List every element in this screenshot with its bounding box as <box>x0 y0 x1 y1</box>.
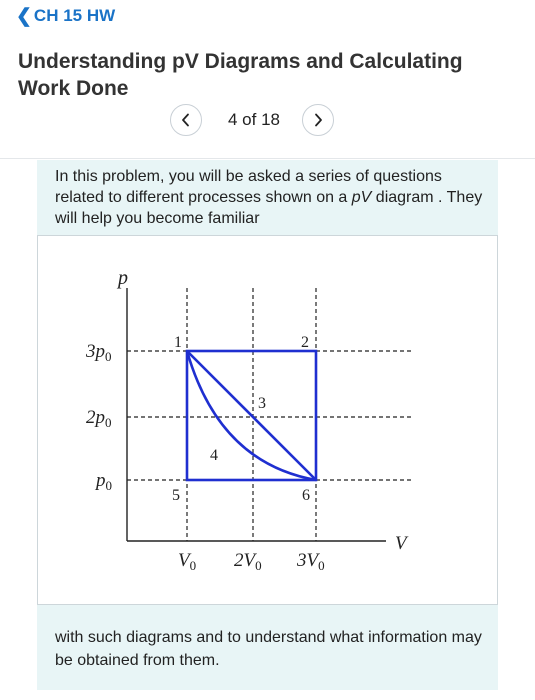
chevron-right-icon <box>312 113 324 127</box>
v-tick-label <box>296 550 325 573</box>
intro-text-part: In this problem, you will be asked a series of questions related to different processes shown on a <box>55 168 442 206</box>
point-label: 6 <box>302 487 310 504</box>
p-tick-label-sub: 0 <box>105 349 112 364</box>
v-tick-label-sub: 0 <box>318 558 325 573</box>
v-tick-label-main: 3V <box>297 550 319 571</box>
intro-text-part: diagram . They will help you become familiar <box>55 189 483 227</box>
axis-label-p: p <box>118 267 128 289</box>
chevron-left-icon: ❮ <box>16 5 32 27</box>
back-link-label: CH 15 HW <box>33 6 116 25</box>
v-tick-label-main: 2V <box>234 550 256 571</box>
process-diagonal <box>187 351 316 480</box>
p-tick-label <box>85 341 112 364</box>
page-title: Understanding pV Diagrams and Calculating Work Done <box>18 50 463 100</box>
problem-panel <box>37 160 498 690</box>
divider <box>0 158 535 159</box>
chevron-left-icon <box>180 113 192 127</box>
p-tick-label-main: p <box>96 470 106 491</box>
p-tick-label <box>86 407 112 430</box>
v-tick-label <box>234 550 262 573</box>
v-tick-label-sub: 0 <box>189 558 197 573</box>
point-label: 4 <box>210 447 218 464</box>
previous-button[interactable] <box>170 104 202 136</box>
v-tick-label-sub: 0 <box>255 558 262 573</box>
next-button[interactable] <box>302 104 334 136</box>
outro-text: with such diagrams and to understand what information may be obtained from them. <box>55 629 482 669</box>
p-tick-label-sub: 0 <box>105 415 112 430</box>
v-tick-label-main: V <box>178 550 190 571</box>
p-tick-label <box>94 470 112 493</box>
point-label: 3 <box>258 395 266 412</box>
back-link[interactable] <box>16 6 115 26</box>
point-label: 1 <box>174 334 182 351</box>
pv-diagram-svg <box>38 236 497 604</box>
v-tick-label <box>178 550 196 573</box>
pager-position: 4 of 18 <box>228 110 280 129</box>
axis-label-v: V <box>395 533 407 554</box>
point-label: 5 <box>172 487 180 504</box>
intro-text-italic: pV <box>351 189 372 206</box>
intro-text <box>55 166 485 229</box>
p-tick-label-main: 2p <box>86 407 105 428</box>
pager <box>170 104 334 136</box>
p-tick-label-main: 3p <box>86 341 105 362</box>
p-tick-label-sub: 0 <box>105 478 112 493</box>
pv-diagram <box>37 235 498 605</box>
point-label: 2 <box>301 334 309 351</box>
